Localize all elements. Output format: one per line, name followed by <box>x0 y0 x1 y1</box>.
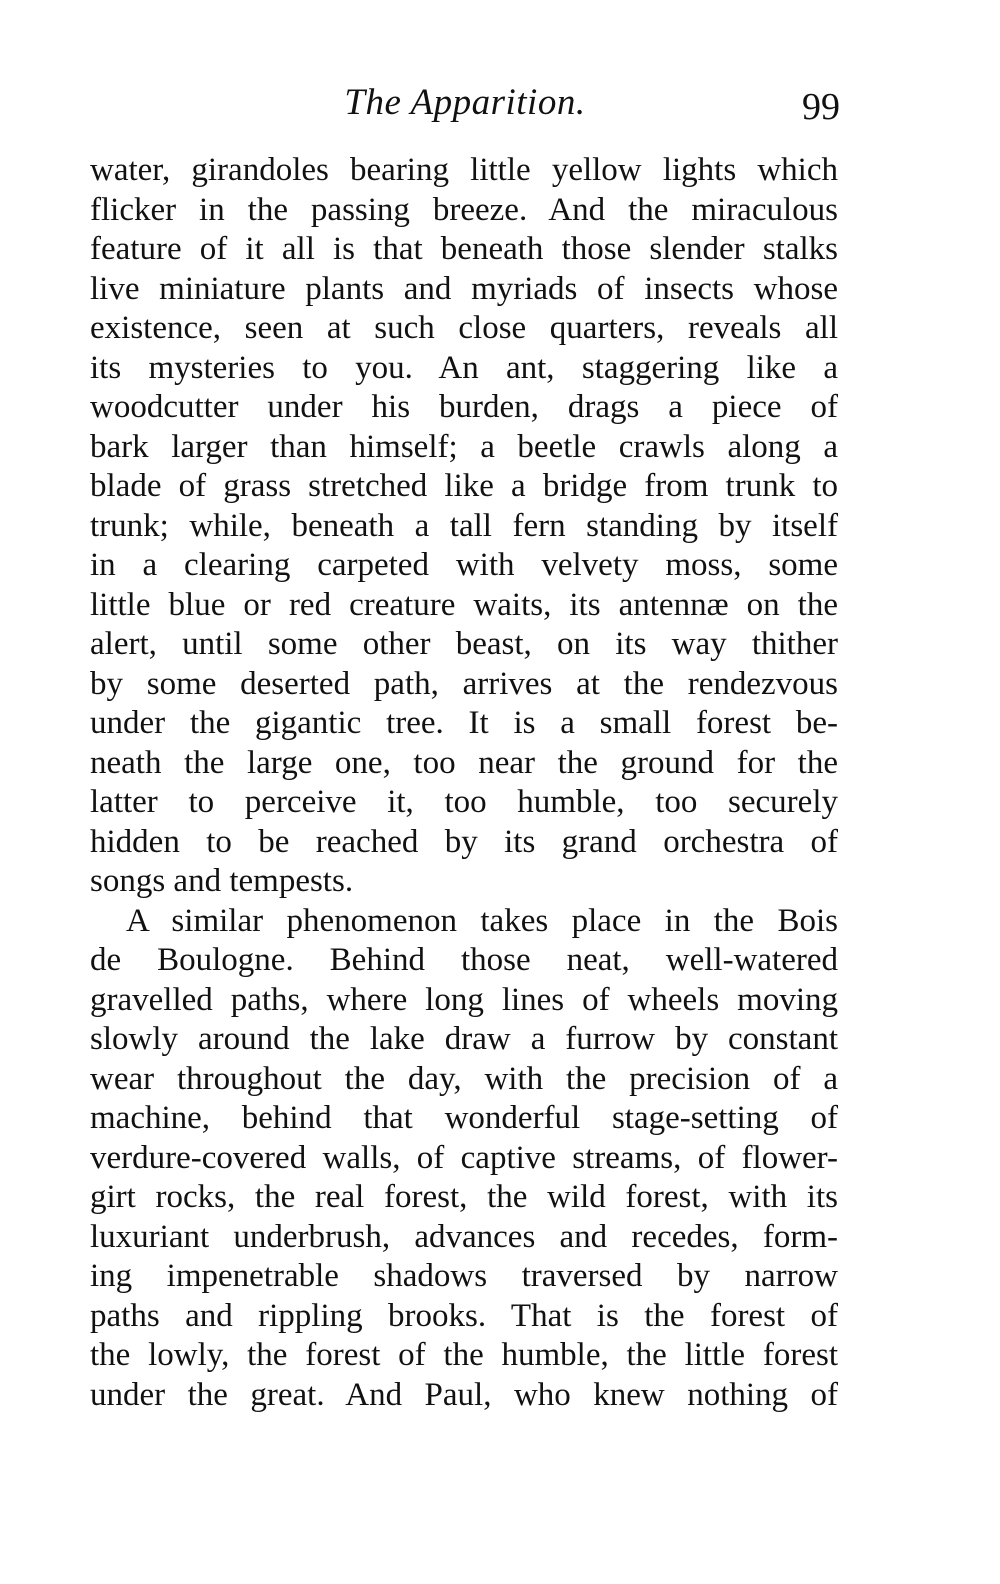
text-line: woodcutter under his burden, drags a piece of <box>90 389 838 425</box>
text-line: under the gigantic tree. It is a small forest be- <box>90 705 838 741</box>
paragraph <box>90 151 838 902</box>
text-line: live miniature plants and myriads of insects whose <box>90 270 838 307</box>
text-line: latter to perceive it, too humble, too securely <box>90 784 838 820</box>
text-line: by some deserted path, arrives at the rendezvous <box>90 665 838 702</box>
text-line: paths and rippling brooks. That is the forest of <box>90 1297 838 1334</box>
text-line: machine, behind that wonderful stage-setting of <box>90 1100 838 1136</box>
text-line: luxuriant underbrush, advances and recedes, form- <box>90 1218 838 1255</box>
paragraph <box>90 902 838 1416</box>
text-line: hidden to be reached by its grand orchestra of <box>90 823 838 860</box>
text-line: the lowly, the forest of the humble, the little forest <box>90 1337 838 1373</box>
text-line: flicker in the passing breeze. And the miraculous <box>90 191 838 228</box>
text-line: bark larger than himself; a beetle crawls along a <box>90 428 838 465</box>
text-line: feature of it all is that beneath those slender stalks <box>90 231 838 267</box>
text-line: girt rocks, the real forest, the wild forest, with its <box>90 1179 838 1215</box>
page-header <box>90 78 840 128</box>
text-line: verdure-covered walls, of captive streams, of flower- <box>90 1139 838 1176</box>
text-line: little blue or red creature waits, its antennæ on the <box>90 586 838 623</box>
text-line: wear throughout the day, with the precision of a <box>90 1060 838 1097</box>
text-line: gravelled paths, where long lines of wheels moving <box>90 981 838 1018</box>
text-line: existence, seen at such close quarters, reveals all <box>90 310 838 346</box>
text-line: neath the large one, too near the ground for the <box>90 744 838 781</box>
body-text <box>90 151 838 1415</box>
text-line: ing impenetrable shadows traversed by narrow <box>90 1258 838 1294</box>
text-line: A similar phenomenon takes place in the Bois <box>126 902 838 939</box>
text-line: de Boulogne. Behind those neat, well-watered <box>90 942 838 978</box>
text-line: songs and tempests. <box>90 863 354 899</box>
text-line: in a clearing carpeted with velvety moss, some <box>90 547 838 583</box>
text-line: water, girandoles bearing little yellow lights which <box>90 152 838 188</box>
text-line: under the great. And Paul, who knew nothing of <box>90 1376 838 1413</box>
running-title: The Apparition. <box>344 82 586 123</box>
page-number: 99 <box>802 86 840 128</box>
text-line: slowly around the lake draw a furrow by constant <box>90 1021 838 1057</box>
text-line: trunk; while, beneath a tall fern standing by itself <box>90 507 838 544</box>
text-line: its mysteries to you. An ant, staggering like a <box>90 349 838 386</box>
text-line: alert, until some other beast, on its way thither <box>90 626 838 662</box>
text-line: blade of grass stretched like a bridge from trunk to <box>90 468 838 504</box>
